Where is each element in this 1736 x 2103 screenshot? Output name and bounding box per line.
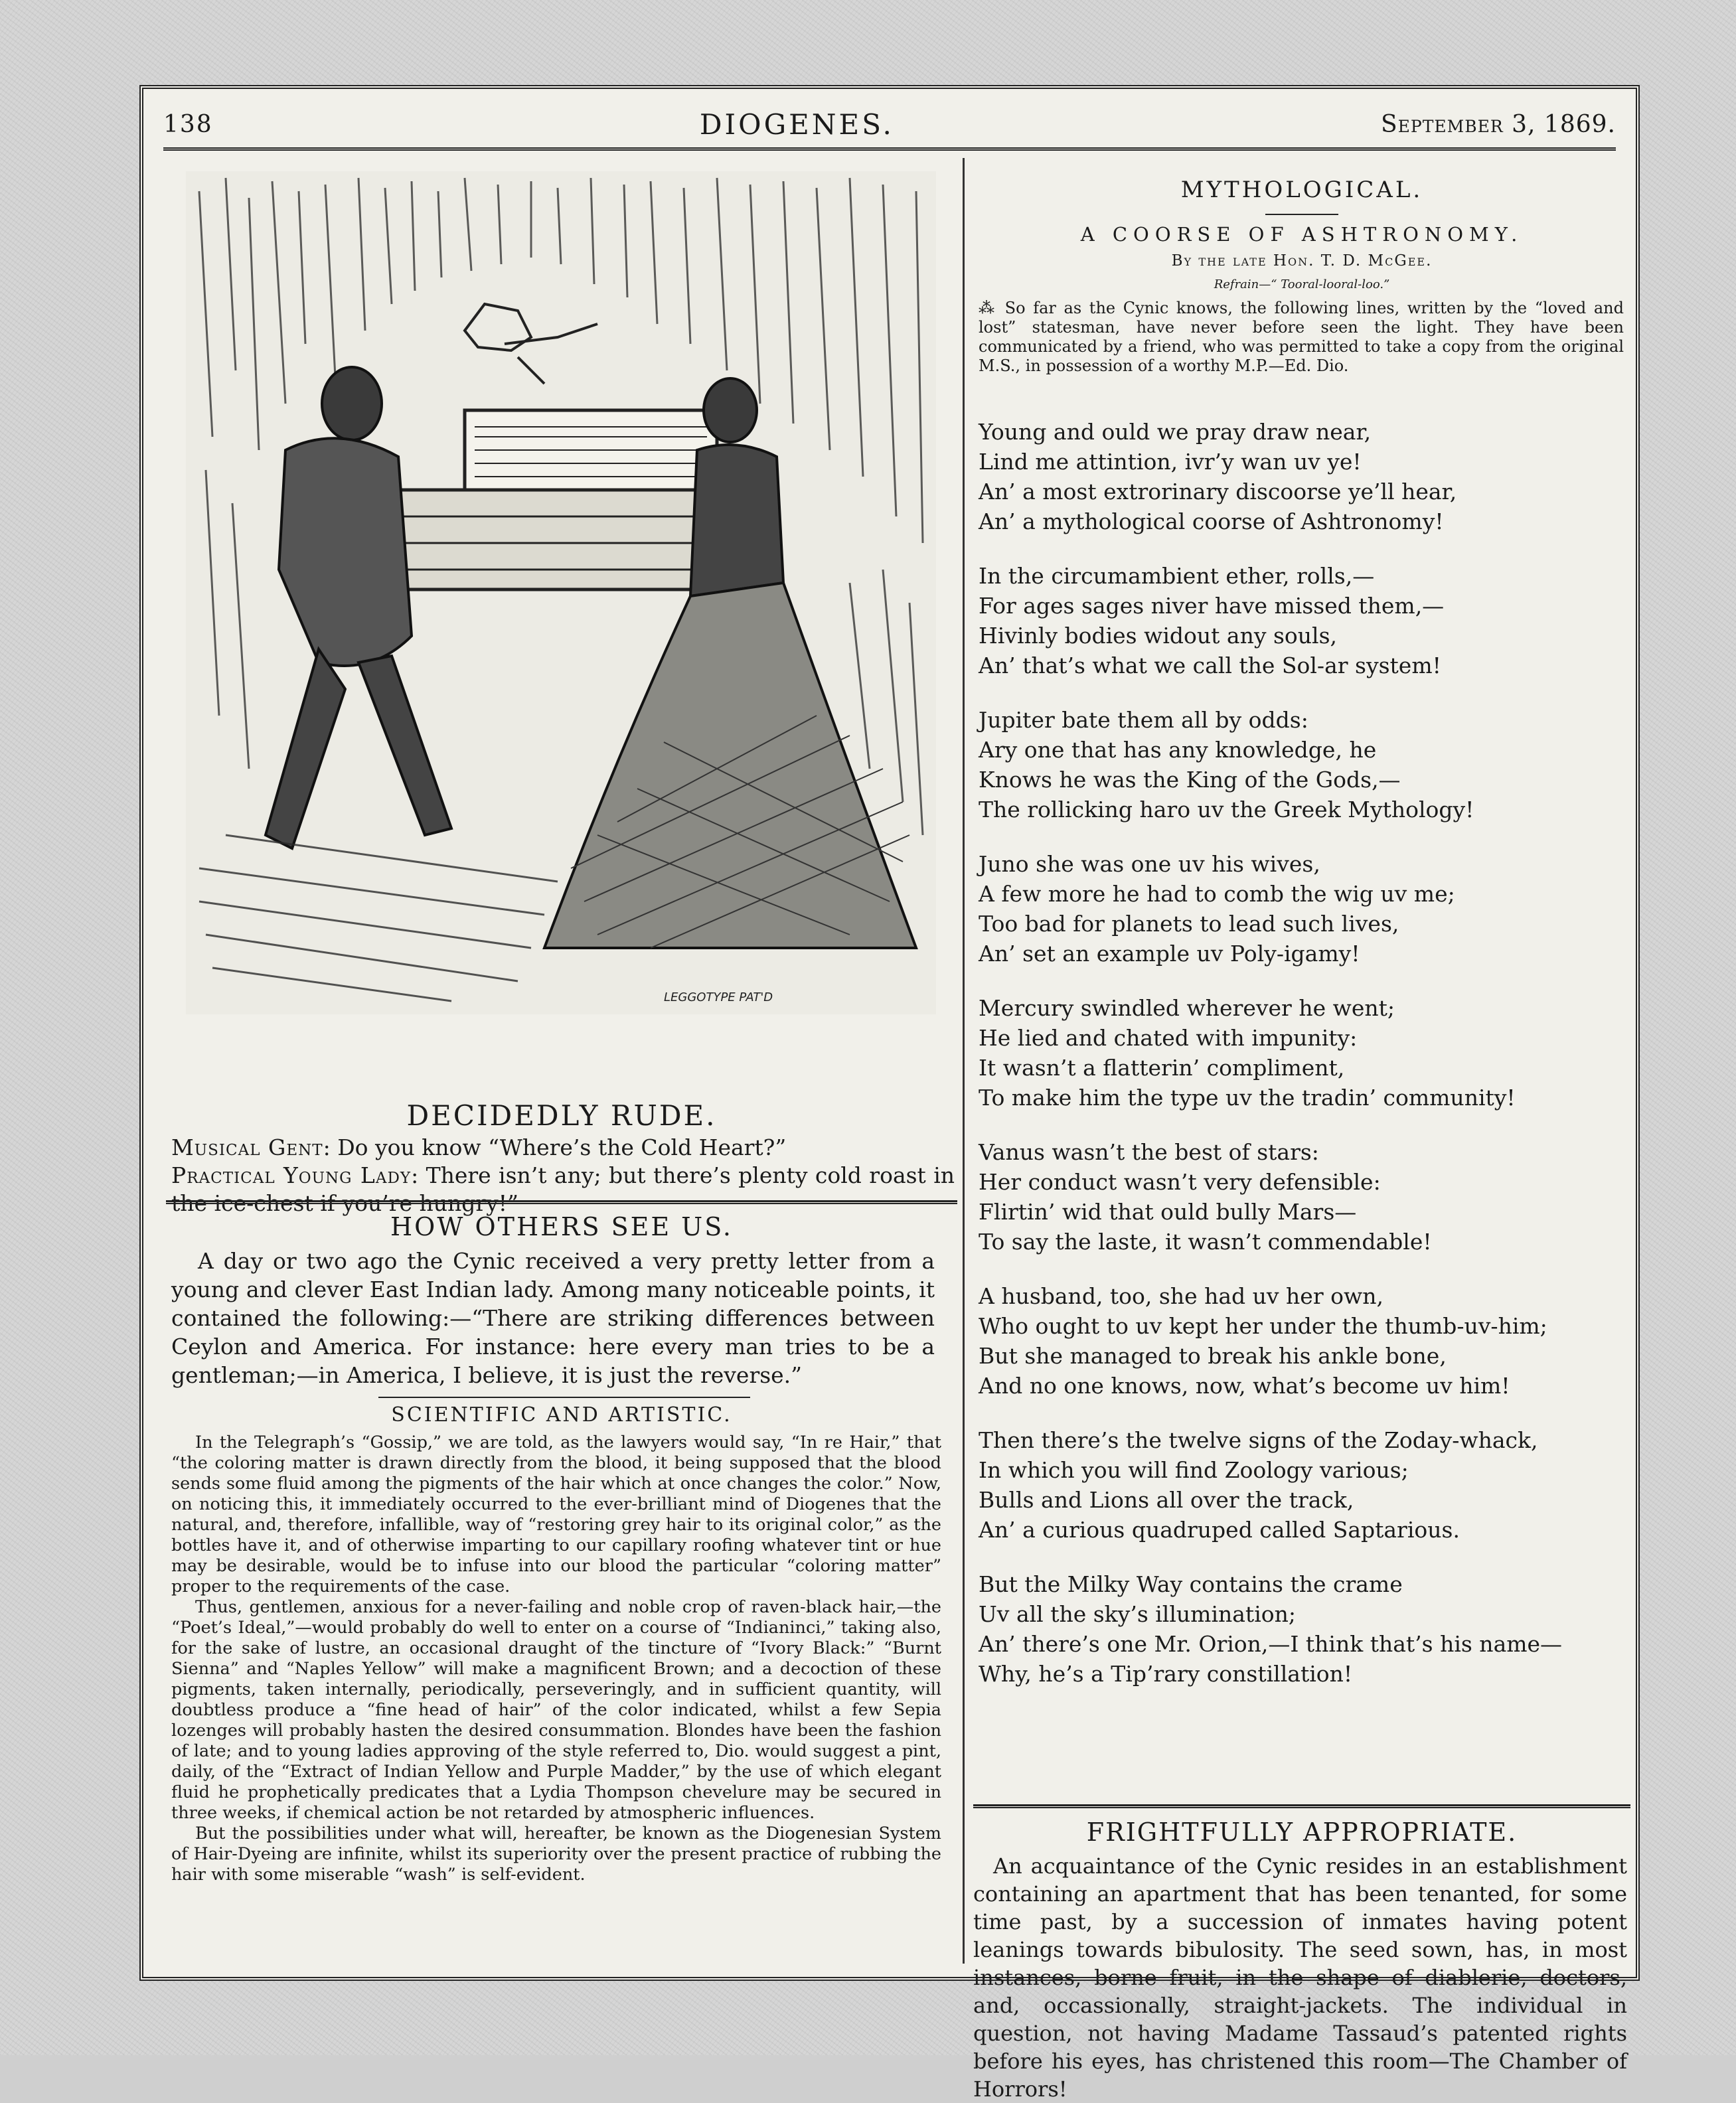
poem-line: Who ought to uv kept her under the thumb-uv-him; [979,1313,1547,1339]
poem-line: A few more he had to comb the wig uv me; [979,881,1455,907]
others-body: A day or two ago the Cynic received a very pretty letter from a young and clever East Indian lady. Among many noticeable points, it contained the following:—“There are striking differences between Ceylon and America. For instance: here every man tries to be a gentleman;—in America, I believe, it is just the reverse.” [171,1248,935,1388]
poem-line: Young and ould we pray draw near, [979,419,1372,445]
gentleman-figure [266,367,451,848]
poem-line: A husband, too, she had uv her own, [979,1283,1383,1309]
poem-line: He lied and chated with impunity: [979,1025,1358,1051]
page-number: 138 [163,110,213,138]
scientific-title: SCIENTIFIC AND ARTISTIC. [391,1403,732,1427]
poem-line: Ary one that has any knowledge, he [979,737,1377,763]
frightfully-title: FRIGHTFULLY APPROPRIATE. [1086,1818,1518,1847]
scientific-paragraph: In the Telegraph’s “Gossip,” we are told, as the lawyers would say, “In re Hair,” that “the coloring matter is drawn directly from the blood, it being supposed that the blood sends some fluid among the pigments of the hair which at once changes the color.” Now, on noticing this, it immediately occurred to the ever-brilliant mind of Diogenes that the natural, and, therefore, infallible, way of “restoring grey hair to its original color,” as the bottles have it, and of otherwise imparting to our capillary roofing whatever tint or hue may be desirable, would be to infuse into our blood the particular “coloring matter” proper to the requirements of the case. [171,1433,941,1597]
poem-line: To say the laste, it wasn’t commendable! [979,1229,1432,1255]
engraving-illustration [186,171,936,1014]
poem-line: Her conduct wasn’t very defensible: [979,1169,1381,1195]
poem-line: An’ a most extrorinary discoorse ye’ll hear, [979,479,1457,505]
page-header [163,101,1616,151]
poem-line: But the Milky Way contains the crame [979,1571,1403,1597]
poem-line: Mercury swindled wherever he went; [979,995,1395,1021]
poem-line: Hivinly bodies widout any souls, [979,623,1337,649]
poem-stanza [979,1425,1624,1545]
poem-line: Knows he was the King of the Gods,— [979,767,1401,793]
poem-stanza [979,417,1624,536]
poem-byline: By the late Hon. T. D. McGee. [1171,252,1433,270]
section-rule [166,1200,957,1204]
scientific-paragraph: Thus, gentlemen, anxious for a never-failing and noble crop of raven-black hair,—the “Poet’s Ideal,”—would probably do well to enter on a course of “Indianinci,” taking also, for the sake of lustre, an occasional draught of the tincture of “Ivory Black:” “Burnt Sienna” and “Naples Yellow” will make a magnificent Brown; and a decoction of these pigments, taken internally, periodically, perseveringly, and in sufficient quantity, will doubtless produce a “fine head of hair” of the color indicated, whilst a few Sepia lozenges will probably hasten the desired consummation. Blondes have been the fashion of late; and to young ladies approving of the style referred to, Dio. would suggest a pint, daily, of the “Extract of Indian Yellow and Purple Madder,” by the use of which elegant fluid he prophetically predicates that a Lydia Thompson chevelure may be secured in three weeks, if chemical action be not retarded by atmospheric influences. [171,1597,941,1823]
right-column [973,158,1630,2102]
poem-stanza [979,1137,1624,1257]
poem-refrain: Refrain—“ Tooral-looral-loo.” [1214,277,1390,291]
gent-line [171,1134,955,1162]
scientific-body [171,1433,941,1885]
engraving-drawing [186,171,936,1014]
poem-stanza [979,705,1624,824]
poem-stanza [979,1569,1624,1689]
poem-body [979,417,1624,1713]
piano [365,490,737,589]
gent-line-text: : Do you know “Where’s the Cold Heart?” [323,1134,787,1160]
poem-stanza [979,993,1624,1113]
poem-line: An’ set an example uv Poly-igamy! [979,941,1360,967]
poem-line: Then there’s the twelve signs of the Zoday-whack, [979,1427,1538,1453]
mythological-title: MYTHOLOGICAL. [1180,177,1423,203]
newspaper-page [139,85,1640,2102]
lady-line-text: : There isn’t any; but there’s plenty cold roast in the ice-chest if you’re hungry!” [171,1162,955,1216]
poem-line: Flirtin’ wid that ould bully Mars— [979,1199,1357,1225]
others-title: HOW OTHERS SEE US. [390,1212,733,1241]
column-rule [963,158,965,1964]
editor-note: ⁂ So far as the Cynic knows, the following lines, written by the “loved and lost” statesman, have never before seen the light. They have been communicated by a friend, who was permitted to take a copy from the original M.S., in possession of a worthy M.P.—Ed. Dio. [979,299,1624,375]
poem-line: An’ a mythological coorse of Ashtronomy! [979,508,1444,534]
poem-line: Lind me attintion, ivr’y wan uv ye! [979,449,1362,475]
poem-line: It wasn’t a flatterin’ compliment, [979,1055,1345,1081]
poem-line: Jupiter bate them all by odds: [979,707,1308,733]
poem-line: An’ there’s one Mr. Orion,—I think that’s his name— [979,1631,1563,1657]
illustration-credit: LEGGOTYPE PAT'D [664,990,773,1004]
floor-hatching [199,835,558,1001]
section-rule [378,1397,750,1398]
lady-speaker: Practical Young Lady [171,1162,412,1188]
poem-line: But she managed to break his ankle bone, [979,1343,1447,1369]
gent-speaker: Musical Gent [171,1134,323,1160]
poem-stanza [979,849,1624,969]
masthead: DIOGENES. [699,108,894,141]
poem-line: For ages sages niver have missed them,— [979,593,1445,619]
poem-line: The rollicking haro uv the Greek Mythology! [979,797,1474,822]
lady-line [171,1162,955,1217]
poem-line: An’ that’s what we call the Sol-ar system! [979,653,1441,678]
poem-line: Why, he’s a Tip’rary constillation! [979,1661,1353,1687]
poem-stanza [979,561,1624,680]
poem-line: Bulls and Lions all over the track, [979,1487,1354,1513]
poem-line: Uv all the sky’s illumination; [979,1601,1296,1627]
poem-line: Vanus wasn’t the best of stars: [979,1139,1319,1165]
scientific-paragraph: But the possibilities under what will, hereafter, be known as the Diogenesian System of Hair-Dyeing are infinite, whilst its superiority over the present practice of rubbing the hair with some miserable “wash” is self-evident. [171,1824,941,1885]
poem-line: In which you will find Zoology various; [979,1457,1409,1483]
poem-line: To make him the type uv the tradin’ community! [979,1085,1516,1111]
poem-line: And no one knows, now, what’s become uv him! [979,1373,1510,1399]
poem-line: In the circumambient ether, rolls,— [979,563,1375,589]
poem-title: A COORSE OF ASHTRONOMY. [1080,223,1524,246]
frightfully-body: An acquaintance of the Cynic resides in an establishment containing an apartment that has been tenanted, for some time past, by a succession of inmates having potent leanings towards bibulosity. The seed sown, has, in most instances, borne fruit, in the shape of diablerie, doctors, and, occassionally, straight-jackets. The individual in question, not having Madame Tassaud’s patented rights before his eyes, has christened this room—The Chamber of Horrors! [973,1853,1627,2102]
section-rule [1265,214,1338,215]
poem-line: An’ a curious quadruped called Saptarious. [979,1517,1460,1543]
poem-stanza [979,1281,1624,1401]
rude-title: DECIDEDLY RUDE. [406,1099,717,1132]
poem-line: Juno she was one uv his wives, [979,851,1320,877]
left-column [166,158,957,1964]
rude-dialogue [171,1134,955,1217]
section-rule [973,1804,1630,1808]
poem-line: Too bad for planets to lead such lives, [979,911,1399,937]
issue-date: September 3, 1869. [1380,110,1616,138]
